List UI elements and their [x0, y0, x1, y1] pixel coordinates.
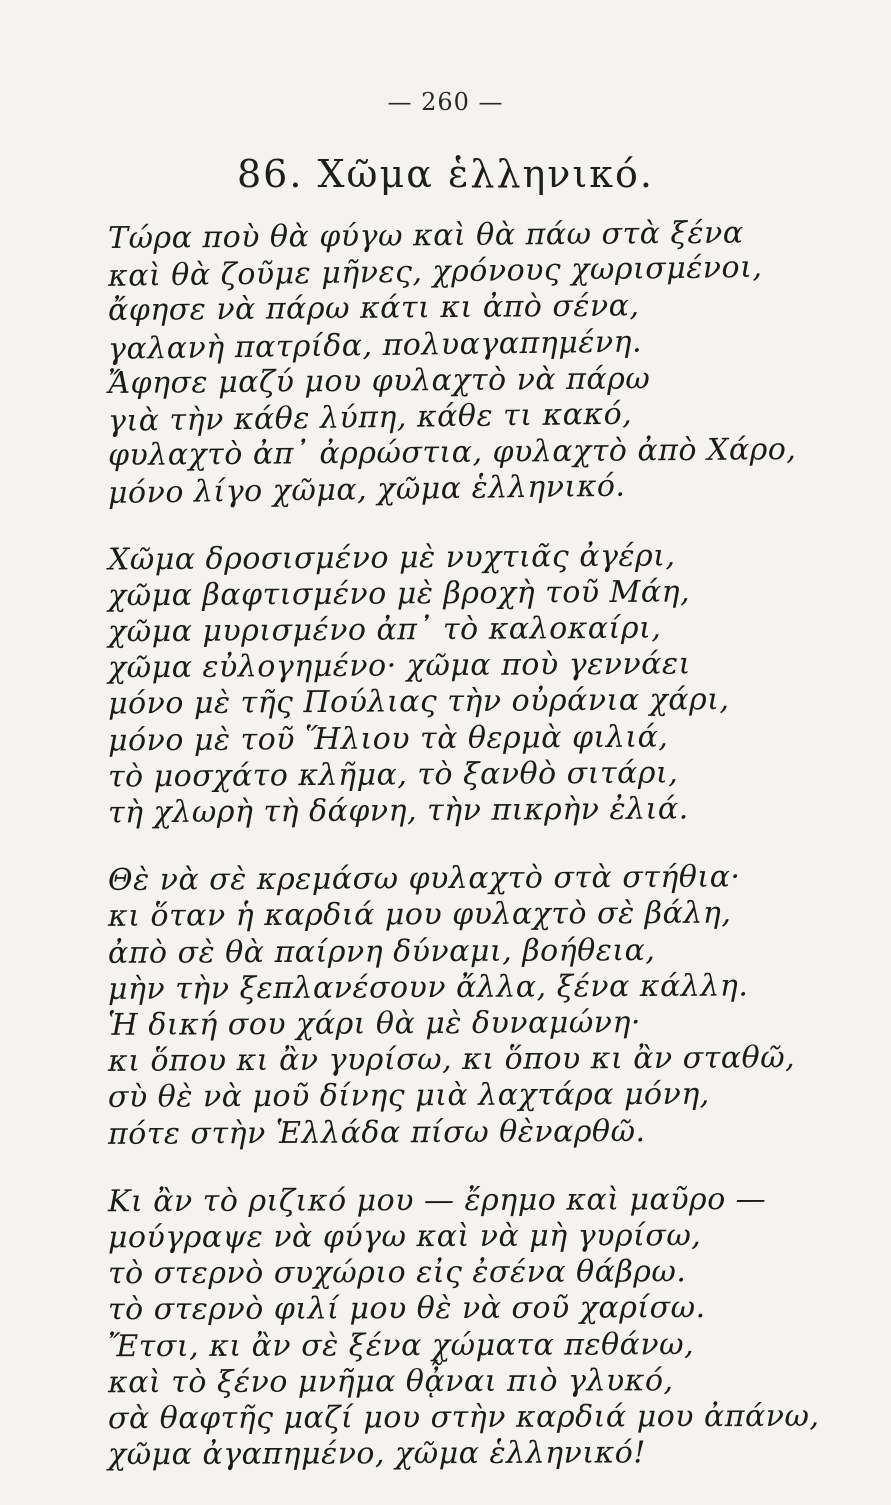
poem-line: μὴν τὴν ξεπλανέσουν ἄλλα, ξένα κάλλη.	[107, 968, 749, 1007]
poem-body	[107, 215, 820, 1505]
poem-line: σὰ θαφτῆς μαζί μου στὴν καρδιά μου ἀπάνω,	[107, 1398, 820, 1437]
stanza-2	[108, 540, 808, 830]
poem-line: καὶ θὰ ζοῦμε μῆνες, χρόνους χωρισμένοι,	[107, 249, 763, 295]
poem-line: ἀπὸ σὲ θὰ παίρνη δύναμι, βοήθεια,	[107, 932, 656, 971]
poem-line: Χῶμα δροσισμένο μὲ νυχτιᾶς ἀγέρι,	[107, 538, 676, 578]
poem-line: χῶμα μυρισμένο ἀπ᾽ τὸ καλοκαίρι,	[107, 610, 662, 650]
poem-line: χῶμα βαφτισμένο μὲ βροχὴ τοῦ Μάη,	[107, 574, 691, 614]
poem-line: τὴ χλωρὴ τὴ δάφνη, τὴν πικρὴν ἐλιά.	[107, 791, 689, 831]
poem-line: γαλανὴ πατρίδα, πολυαγαπημένη.	[107, 324, 643, 367]
poem-line: Κι ἂν τὸ ριζικό μου — ἔρημο καὶ μαῦρο —	[107, 1181, 767, 1220]
poem-line: μόνο λίγο χῶμα, χῶμα ἑλληνικό.	[107, 469, 626, 512]
poem-line: Τώρα ποὺ θὰ φύγω καὶ θὰ πάω στὰ ξένα	[107, 215, 744, 257]
poem-title: 86. Χῶμα ἑλληνικό.	[236, 152, 655, 196]
poem-line: χῶμα εὐλογημένο· χῶμα ποὺ γεννάει	[107, 646, 691, 686]
page-number: — 260 —	[387, 88, 504, 116]
poem-line: μόνο μὲ τῆς Πούλιας τὴν οὐράνια χάρι,	[107, 682, 730, 722]
poem-line: χῶμα ἀγαπημένο, χῶμα ἑλληνικό!	[107, 1435, 646, 1473]
stanza-3	[108, 861, 808, 1151]
poem-line: κι ὅταν ἡ καρδιά μου φυλαχτὸ σὲ βάλη,	[107, 896, 732, 935]
stanza-1	[107, 215, 808, 512]
poem-line: φυλαχτὸ ἀπ᾽ ἀρρώστια, φυλαχτὸ ἀπὸ Χάρο,	[107, 432, 797, 474]
poem-line: Θὲ νὰ σὲ κρεμάσω φυλαχτὸ στὰ στήθια·	[107, 859, 741, 899]
poem-line: Ἡ δική σου χάρι θὰ μὲ δυναμώνη·	[107, 1005, 642, 1043]
poem-line: τὸ στερνὸ συχώριο εἰς ἐσένα θάβρω.	[107, 1254, 687, 1292]
stanza-4	[107, 1181, 820, 1473]
poem-line: μούγραψε νὰ φύγω καὶ νὰ μὴ γυρίσω,	[107, 1218, 702, 1256]
poem-line: τὸ στερνὸ φιλί μου θὲ νὰ σοῦ χαρίσω.	[107, 1290, 706, 1328]
poem-line: πότε στὴν Ἑλλάδα πίσω θὲναρθῶ.	[107, 1113, 646, 1152]
poem-line: ἄφησε νὰ πάρω κάτι κι ἀπὸ σένα,	[107, 288, 640, 329]
poem-line: καὶ τὸ ξένο μνῆμα θᾆναι πιὸ γλυκό,	[107, 1363, 674, 1401]
poem-line: μόνο μὲ τοῦ Ἥλιου τὰ θερμὰ φιλιά,	[107, 719, 669, 759]
poem-line: τὸ μοσχάτο κλῆμα, τὸ ξανθὸ σιτάρι,	[107, 755, 679, 795]
poem-line: σὺ θὲ νὰ μοῦ δίνης μιὰ λαχτάρα μόνη,	[107, 1077, 710, 1116]
poem-line: Ἄφησε μαζύ μου φυλαχτὸ νὰ πάρω	[107, 361, 651, 401]
poem-line: γιὰ τὴν κάθε λύπη, κάθε τι κακό,	[107, 396, 633, 439]
poem-line: κι ὅπου κι ἂν γυρίσω, κι ὅπου κι ἂν σταθῶ,	[107, 1040, 796, 1080]
poem-line: Ἔτσι, κι ἂν σὲ ξένα χώματα πεθάνω,	[107, 1326, 695, 1364]
